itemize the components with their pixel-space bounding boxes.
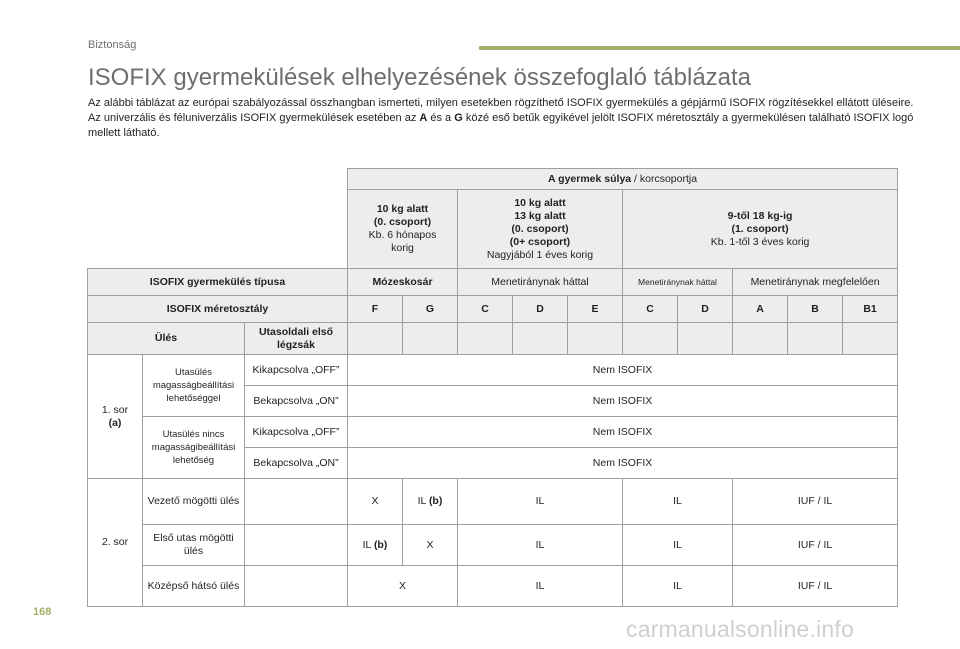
size-class-label: ISOFIX méretosztály	[88, 296, 348, 323]
type-forward-facing: Menetiránynak megfelelően	[733, 269, 898, 296]
size-class: E	[568, 296, 623, 323]
type-rear-facing-1: Menetiránynak háttal	[623, 269, 733, 296]
row-1-value: Nem ISOFIX	[348, 448, 898, 479]
size-class: C	[458, 296, 513, 323]
airbag-on: Bekapcsolva „ON”	[245, 448, 348, 479]
size-class: A	[733, 296, 788, 323]
rear-middle-seat: Középső hátsó ülés	[143, 566, 245, 607]
cell-value: IL	[458, 525, 623, 566]
cell-value: IL	[458, 566, 623, 607]
seat-behind-driver: Vezető mögötti ülés	[143, 479, 245, 525]
size-class: B	[788, 296, 843, 323]
cell-value: X	[348, 566, 458, 607]
row-2-label: 2. sor	[88, 479, 143, 607]
group-0-header: 10 kg alatt (0. csoport) Kb. 6 hónapos korig	[348, 190, 458, 269]
cell-value: X	[348, 479, 403, 525]
section-label: Biztonság	[88, 39, 137, 51]
cell-value: IUF / IL	[733, 566, 898, 607]
size-class: D	[678, 296, 733, 323]
intro-text	[88, 96, 948, 141]
cell-value: IL	[623, 566, 733, 607]
section-divider	[479, 46, 960, 50]
cell-value: X	[403, 525, 458, 566]
child-seat-type-label: ISOFIX gyermekülés típusa	[88, 269, 348, 296]
cell-value: IL (b)	[403, 479, 458, 525]
cell-value: IUF / IL	[733, 525, 898, 566]
intro-paragraph-2: Az univerzális és féluniverzális ISOFIX gyermekülések esetében az A és a G közé eső betűk egyikével jelölt ISOFIX méretosztály a gyermekülésen található ISOFIX logó mellett látható.	[88, 112, 914, 139]
passenger-seat-height-adjustable: Utasülés magasságbeállítási lehetőséggel	[143, 355, 245, 417]
type-carrycot: Mózeskosár	[348, 269, 458, 296]
seat-behind-passenger: Első utas mögötti ülés	[143, 525, 245, 566]
size-class: D	[513, 296, 568, 323]
group-1-header: 9-től 18 kg-ig (1. csoport) Kb. 1-től 3 éves korig	[623, 190, 898, 269]
seat-column-label: Ülés	[88, 323, 245, 355]
row-1-value: Nem ISOFIX	[348, 417, 898, 448]
cell-value: IL	[623, 525, 733, 566]
cell-value: IL (b)	[348, 525, 403, 566]
size-class: B1	[843, 296, 898, 323]
weight-header: A gyermek súlya / korcsoportja	[348, 169, 898, 190]
isofix-table	[87, 168, 898, 607]
airbag-off: Kikapcsolva „OFF”	[245, 355, 348, 386]
cell-value: IUF / IL	[733, 479, 898, 525]
size-class: G	[403, 296, 458, 323]
passenger-seat-no-height-adjust: Utasülés nincs magasságibeállítási lehetőség	[143, 417, 245, 479]
group-0plus-header: 10 kg alatt 13 kg alatt (0. csoport) (0+ csoport) Nagyjából 1 éves korig	[458, 190, 623, 269]
watermark: carmanualsonline.info	[626, 616, 854, 642]
page-title: ISOFIX gyermekülések elhelyezésének összefoglaló táblázata	[88, 64, 752, 91]
airbag-column-label: Utasoldali első légzsák	[245, 323, 348, 355]
size-class: C	[623, 296, 678, 323]
cell-value: IL	[623, 479, 733, 525]
page-number: 168	[33, 606, 52, 618]
airbag-off: Kikapcsolva „OFF”	[245, 417, 348, 448]
type-rear-facing-0plus: Menetiránynak háttal	[458, 269, 623, 296]
airbag-on: Bekapcsolva „ON”	[245, 386, 348, 417]
size-class: F	[348, 296, 403, 323]
intro-paragraph-1: Az alábbi táblázat az európai szabályozással összhangban ismerteti, milyen esetekben rögzíthető ISOFIX gyermekülés a gépjármű ISOFIX rögzítésekkel ellátott üléseire.	[88, 97, 914, 109]
row-1-label: 1. sor (a)	[88, 355, 143, 479]
row-1-value: Nem ISOFIX	[348, 386, 898, 417]
cell-value: IL	[458, 479, 623, 525]
row-1-value: Nem ISOFIX	[348, 355, 898, 386]
